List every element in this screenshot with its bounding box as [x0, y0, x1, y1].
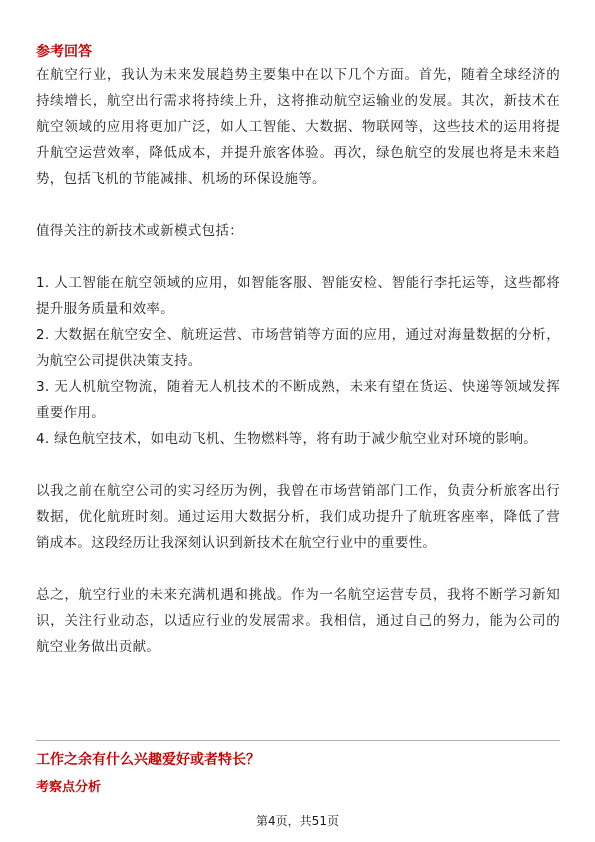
intro-paragraph: 在航空行业，我认为未来发展趋势主要集中在以下几个方面。首先，随着全球经济的持续增长，航空出行需求将持续上升，这将推动航空运输业的发展。其次，新技术在航空领域的应用将更加广泛，如人工智能、大数据、物联网等，这些技术的运用将提升航空运营效率，降低成本，并提升旅客体验。再次，绿色航空的发展也将是未来趋势，包括飞机的节能减排、机场的环保设施等。: [36, 67, 560, 187]
list-item: 3. 无人机航空物流，随着无人机技术的不断成熟，未来有望在货运、快递等领域发挥重要作用。: [36, 379, 560, 421]
list-item: 1. 人工智能在航空领域的应用，如智能客服、智能安检、智能行李托运等，这些都将提升服务质量和效率。: [36, 275, 560, 317]
spacer: [36, 192, 560, 218]
technology-list: [36, 270, 560, 452]
list-item: 2. 大数据在航空安全、航班运营、市场营销等方面的应用，通过对海量数据的分析，为航空公司提供决策支持。: [36, 327, 560, 369]
next-question-title: 工作之余有什么兴趣爱好或者特长？: [36, 752, 260, 768]
page-number-footer: 第4页，共51页: [256, 814, 339, 828]
lead-in-text: 值得关注的新技术或新模式包括：: [36, 223, 243, 239]
experience-paragraph: 以我之前在航空公司的实习经历为例，我曾在市场营销部门工作，负责分析旅客出行数据，优化航班时刻。通过运用大数据分析，我们成功提升了航班客座率，降低了营销成本。这段经历让我深刻认识到新技术在航空行业中的重要性。: [36, 483, 560, 551]
conclusion-paragraph: 总之，航空行业的未来充满机遇和挑战。作为一名航空运营专员，我将不断学习新知识，关注行业动态，以适应行业的发展需求。我相信，通过自己的努力，能为公司的航空业务做出贡献。: [36, 587, 560, 655]
answer-section: [36, 42, 560, 660]
next-section-label: 考察点分析: [36, 780, 102, 795]
spacer: [36, 244, 560, 270]
answer-heading: 参考回答: [36, 44, 92, 60]
next-question-section: [36, 750, 260, 798]
spacer: [36, 452, 560, 478]
section-divider: [36, 740, 560, 741]
spacer: [36, 556, 560, 582]
list-item: 4. 绿色航空技术，如电动飞机、生物燃料等，将有助于减少航空业对环境的影响。: [36, 431, 538, 447]
